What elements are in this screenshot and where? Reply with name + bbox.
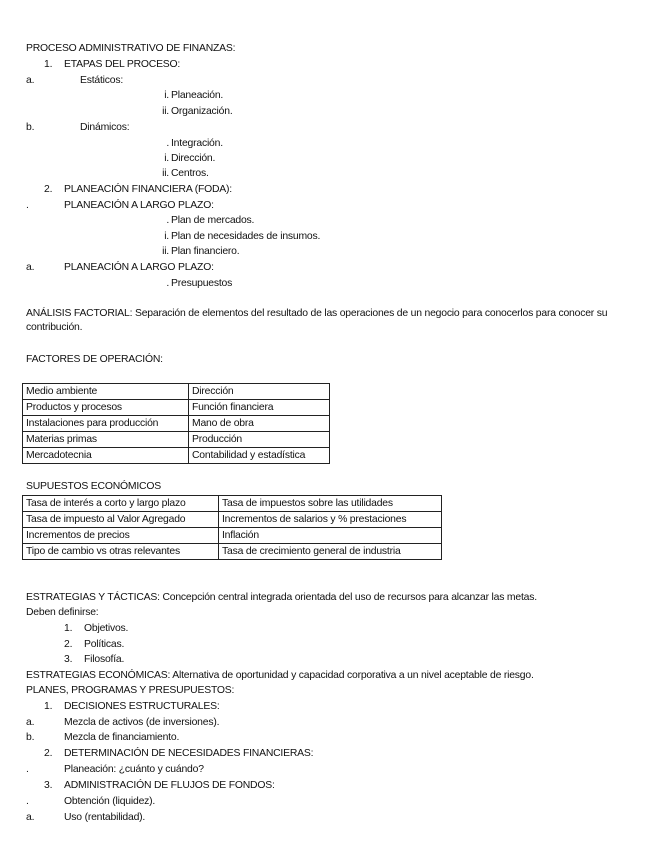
list-item: Presupuestos [171, 278, 233, 289]
list-marker: b. [26, 122, 35, 133]
analisis-factorial-paragraph: ANÁLISIS FACTORIAL: Separación de elementos del resultado de las operaciones de un negocio para conocerlos para conocer su contribución. [26, 308, 608, 333]
table-row [23, 448, 330, 464]
table-cell: Mercadotecnia [23, 448, 189, 464]
document-title: PROCESO ADMINISTRATIVO DE FINANZAS: [26, 43, 236, 54]
table-row [23, 544, 442, 560]
table-row [23, 512, 442, 528]
list-marker: . [166, 138, 169, 149]
section-heading: DETERMINACIÓN DE NECESIDADES FINANCIERAS: [64, 748, 314, 759]
factores-table [22, 383, 330, 464]
list-item: Uso (rentabilidad). [64, 812, 146, 823]
list-item: Filosofía. [84, 654, 125, 665]
estrategias-paragraph: ESTRATEGIAS Y TÁCTICAS: Concepción central integrada orientada del uso de recursos para alcanzar las metas. [26, 592, 537, 603]
table-cell: Función financiera [189, 400, 330, 416]
subsection-heading: PLANEACIÓN A LARGO PLAZO: [64, 200, 214, 211]
list-item: Dirección. [171, 153, 216, 164]
section-heading: ADMINISTRACIÓN DE FLUJOS DE FONDOS: [64, 780, 275, 791]
table-row [23, 528, 442, 544]
list-item: Mezcla de activos (de inversiones). [64, 717, 220, 728]
list-marker: ii. [162, 246, 169, 257]
table-cell: Inflación [219, 528, 442, 544]
list-item: Objetivos. [84, 623, 129, 634]
list-item: Obtención (liquidez). [64, 796, 156, 807]
list-number: 1. [64, 623, 73, 634]
table-cell: Medio ambiente [23, 384, 189, 400]
table-cell: Tasa de impuesto al Valor Agregado [23, 512, 219, 528]
list-item: Planeación: ¿cuánto y cuándo? [64, 764, 204, 775]
estrategias-paragraph-cont: Deben definirse: [26, 607, 99, 618]
list-number: 1. [44, 59, 53, 70]
list-marker: a. [26, 717, 35, 728]
list-item: Integración. [171, 138, 223, 149]
list-item: Políticas. [84, 639, 125, 650]
table-row [23, 432, 330, 448]
table-cell: Producción [189, 432, 330, 448]
estrategias-economicas: ESTRATEGIAS ECONÓMICAS: Alternativa de oportunidad y capacidad corporativa a un nivel aceptable de riesgo. [26, 670, 534, 681]
list-number: 3. [64, 654, 73, 665]
list-marker: i. [164, 153, 169, 164]
list-marker: . [26, 796, 29, 807]
subsection-heading: PLANEACIÓN A LARGO PLAZO: [64, 262, 214, 273]
planes-heading: PLANES, PROGRAMAS Y PRESUPUESTOS: [26, 685, 235, 696]
section-heading: PLANEACIÓN FINANCIERA (FODA): [64, 184, 232, 195]
list-marker: ii. [162, 168, 169, 179]
table-cell: Productos y procesos [23, 400, 189, 416]
list-number: 1. [44, 701, 53, 712]
list-item: Plan de mercados. [171, 215, 255, 226]
table-cell: Contabilidad y estadística [189, 448, 330, 464]
list-item: Plan financiero. [171, 246, 240, 257]
list-marker: a. [26, 75, 35, 86]
list-marker: . [26, 764, 29, 775]
list-item: Centros. [171, 168, 209, 179]
list-number: 2. [64, 639, 73, 650]
list-marker: i. [164, 90, 169, 101]
table-row [23, 496, 442, 512]
table-cell: Instalaciones para producción [23, 416, 189, 432]
table-cell: Tasa de interés a corto y largo plazo [23, 496, 219, 512]
list-item: Mezcla de financiamiento. [64, 732, 180, 743]
section-heading: DECISIONES ESTRUCTURALES: [64, 701, 220, 712]
table-cell: Dirección [189, 384, 330, 400]
table-row [23, 416, 330, 432]
list-item: Dinámicos: [80, 122, 130, 133]
list-marker: b. [26, 732, 35, 743]
factores-title: FACTORES DE OPERACIÓN: [26, 354, 163, 365]
list-marker: a. [26, 812, 35, 823]
table-cell: Incrementos de salarios y % prestaciones [219, 512, 442, 528]
list-marker: ii. [162, 106, 169, 117]
table-row [23, 384, 330, 400]
table-cell: Tipo de cambio vs otras relevantes [23, 544, 219, 560]
section-heading: ETAPAS DEL PROCESO: [64, 59, 181, 70]
list-number: 2. [44, 748, 53, 759]
table-cell: Mano de obra [189, 416, 330, 432]
list-marker: . [166, 278, 169, 289]
table-cell: Incrementos de precios [23, 528, 219, 544]
table-row [23, 400, 330, 416]
supuestos-title: SUPUESTOS ECONÓMICOS [26, 481, 161, 492]
list-item: Plan de necesidades de insumos. [171, 231, 321, 242]
supuestos-table [22, 495, 442, 560]
table-cell: Tasa de crecimiento general de industria [219, 544, 442, 560]
list-item: Organización. [171, 106, 233, 117]
table-cell: Tasa de impuestos sobre las utilidades [219, 496, 442, 512]
list-number: 3. [44, 780, 53, 791]
list-marker: i. [164, 231, 169, 242]
table-cell: Materias primas [23, 432, 189, 448]
list-number: 2. [44, 184, 53, 195]
list-item: Estáticos: [80, 75, 124, 86]
list-marker: . [166, 215, 169, 226]
list-marker: . [26, 200, 29, 211]
list-marker: a. [26, 262, 35, 273]
list-item: Planeación. [171, 90, 224, 101]
